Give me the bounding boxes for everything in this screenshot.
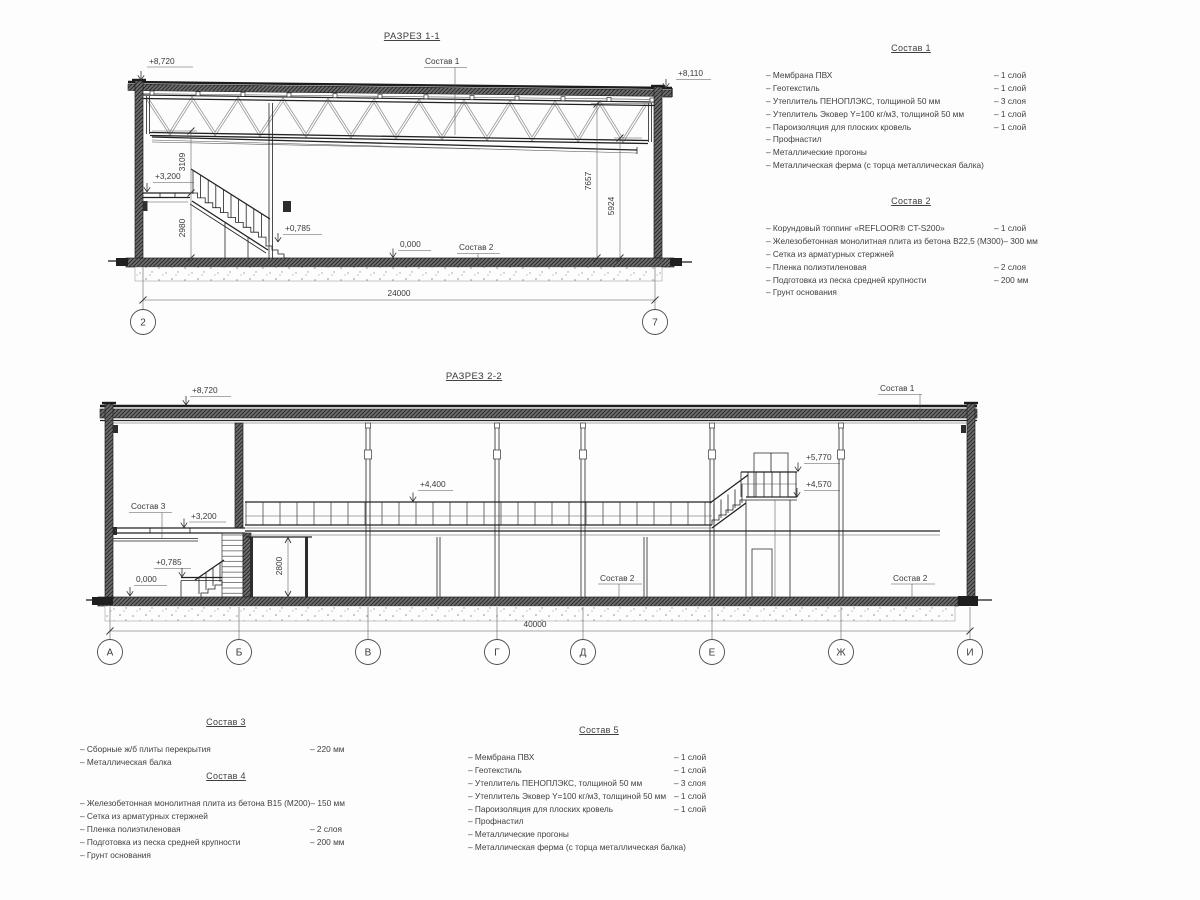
door-and-partitions — [245, 531, 940, 597]
legend-item: – Железобетонная монолитная плита из бетона В15 (М200) – 150 мм — [80, 797, 345, 808]
grid-label-e: Е — [708, 647, 716, 659]
grid-label-i: И — [966, 647, 974, 659]
legend-item: – Железобетонная монолитная плита из бетона В22,5 (М300) – 300 мм — [766, 235, 1038, 246]
legend-item: – Геотекстиль – 1 слой — [468, 764, 707, 775]
dim-2980: 2980 — [177, 218, 187, 238]
section-1-1 — [108, 31, 711, 335]
legend-item: – Утеплитель Эковер Y=100 кг/м3, толщиной 50 мм – 1 слой — [766, 108, 1027, 119]
callout-roof-2-2: Состав 1 — [880, 383, 915, 393]
legend-sostav-4 — [80, 770, 372, 861]
callout-floor-2-2-a: Состав 2 — [600, 573, 635, 583]
legend-item: – Геотекстиль – 1 слой — [766, 82, 1027, 93]
roof-truss — [143, 91, 655, 154]
dim-5924: 5924 — [606, 196, 616, 216]
legend-item: – Металлическая ферма (с торца металлическая балка) — [468, 842, 686, 853]
legend-sostav-4-title: Состав 4 — [206, 771, 246, 781]
legend-item: – Пленка полиэтиленовая – 2 слоя — [766, 261, 1027, 272]
legend-item: – Корундовый топпинг «REFLOOR® CT-S200» – 1 слой — [766, 222, 1027, 233]
legend-item: – Утеплитель ПЕНОПЛЭКС, толщиной 50 мм – 3 слоя — [766, 95, 1027, 106]
legend-item: – Сборные ж/б плиты перекрытия – 220 мм — [80, 743, 345, 754]
legend-item: – Металлические прогоны — [766, 147, 867, 158]
dims-1-1 — [131, 56, 712, 335]
callout-mezz: Состав 3 — [131, 501, 166, 511]
legend-item: – Металлические прогоны — [468, 829, 569, 840]
callout-floor-2-2-b: Состав 2 — [893, 573, 928, 583]
legend-item: – Профнастил — [468, 816, 524, 827]
legend-sostav-3 — [80, 716, 372, 769]
elevation-top-left: +8,720 — [149, 56, 175, 66]
grid-label-7: 7 — [652, 317, 658, 329]
legend-item: – Пароизоляция для плоских кровель – 1 слой — [766, 121, 1027, 132]
legend-item: – Подготовка из песка средней крупности – 200 мм — [766, 274, 1029, 285]
legend-item: – Грунт основания — [766, 287, 837, 298]
legend-sostav-5 — [468, 724, 730, 854]
roof-2-2 — [100, 406, 977, 423]
elevation-platform: +4,570 — [806, 479, 832, 489]
legend-item: – Металлическая ферма (с торца металлическая балка) — [766, 160, 984, 171]
platform-stair — [710, 475, 748, 528]
grid-label-a: А — [106, 647, 114, 659]
mezzanine-2-2 — [113, 423, 245, 541]
legend-sostav-5-items — [468, 751, 730, 854]
dim-span-40000: 40000 — [523, 619, 547, 629]
legend-item: – Пароизоляция для плоских кровель – 1 слой — [468, 803, 707, 814]
grid-label-d: Д — [579, 647, 587, 659]
legend-sostav-1 — [766, 42, 1056, 172]
legend-item: – Утеплитель Эковер Y=100 кг/м3, толщиной 50 мм – 1 слой — [468, 790, 707, 801]
legend-item: – Пленка полиэтиленовая – 2 слоя — [80, 823, 343, 834]
dim-3109: 3109 — [177, 152, 187, 172]
callout-roof-1-1: Состав 1 — [425, 56, 460, 66]
section-2-2-title: РАЗРЕЗ 2-2 — [445, 371, 503, 382]
stair-2-2 — [181, 533, 251, 597]
legend-item: – Утеплитель ПЕНОПЛЭКС, толщиной 50 мм – 3 слоя — [468, 777, 707, 788]
dim-span-24000: 24000 — [387, 288, 411, 298]
walkway — [245, 502, 712, 528]
grid-label-v: В — [364, 647, 372, 659]
legend-sostav-3-title: Состав 3 — [206, 717, 246, 727]
legend-sostav-2-title: Состав 2 — [891, 196, 931, 206]
elevation-platform-rail: +5,770 — [806, 452, 832, 462]
legend-sostav-5-title: Состав 5 — [579, 725, 619, 735]
elevation-mezz-2-2: +3,200 — [191, 511, 217, 521]
legend-sostav-4-items — [80, 797, 372, 862]
legend-sostav-2-items — [766, 222, 1056, 299]
elevation-landing-1-1: +0,785 — [285, 223, 311, 233]
legend-item: – Сетка из арматурных стержней — [766, 248, 894, 259]
section-2-2 — [86, 371, 992, 665]
elevation-zero-2-2: 0,000 — [136, 574, 157, 584]
stair-1-1 — [190, 169, 290, 258]
legend-item: – Сетка из арматурных стержней — [80, 810, 208, 821]
legend-item: – Мембрана ПВХ – 1 слой — [468, 751, 707, 762]
roof-1-1 — [128, 82, 672, 100]
elevation-landing-2-2: +0,785 — [156, 557, 182, 567]
grid-label-zh: Ж — [836, 647, 846, 659]
elevation-top-right: +8,110 — [678, 68, 703, 78]
elevation-roof-2-2: +8,720 — [192, 385, 218, 395]
elevation-mezz-1-1: +3,200 — [155, 171, 181, 181]
legend-sostav-1-items — [766, 69, 1056, 172]
legend-sostav-2 — [766, 195, 1056, 299]
platform — [741, 453, 797, 597]
dim-2800: 2800 — [274, 556, 284, 576]
legend-item: – Металлическая балка — [80, 756, 172, 767]
legend-item: – Грунт основания — [80, 849, 151, 860]
floor-1-1 — [108, 258, 692, 281]
section-1-1-title: РАЗРЕЗ 1-1 — [383, 31, 441, 42]
grid-label-g: Г — [494, 647, 500, 659]
legend-sostav-3-items — [80, 743, 372, 769]
legend-item: – Подготовка из песка средней крупности – 200 мм — [80, 836, 345, 847]
legend-item: – Мембрана ПВХ – 1 слой — [766, 69, 1027, 80]
grid-label-b: Б — [235, 647, 243, 659]
elevation-walkway: +4,400 — [420, 479, 446, 489]
elevation-zero-1-1: 0,000 — [400, 239, 421, 249]
legend-item: – Профнастил — [766, 134, 822, 145]
floor-2-2 — [86, 596, 992, 621]
walls-1-1 — [132, 80, 665, 258]
legend-sostav-1-title: Состав 1 — [891, 43, 931, 53]
dim-7657: 7657 — [583, 171, 593, 191]
callout-floor-1-1: Состав 2 — [459, 242, 494, 252]
grid-label-2: 2 — [140, 317, 146, 329]
